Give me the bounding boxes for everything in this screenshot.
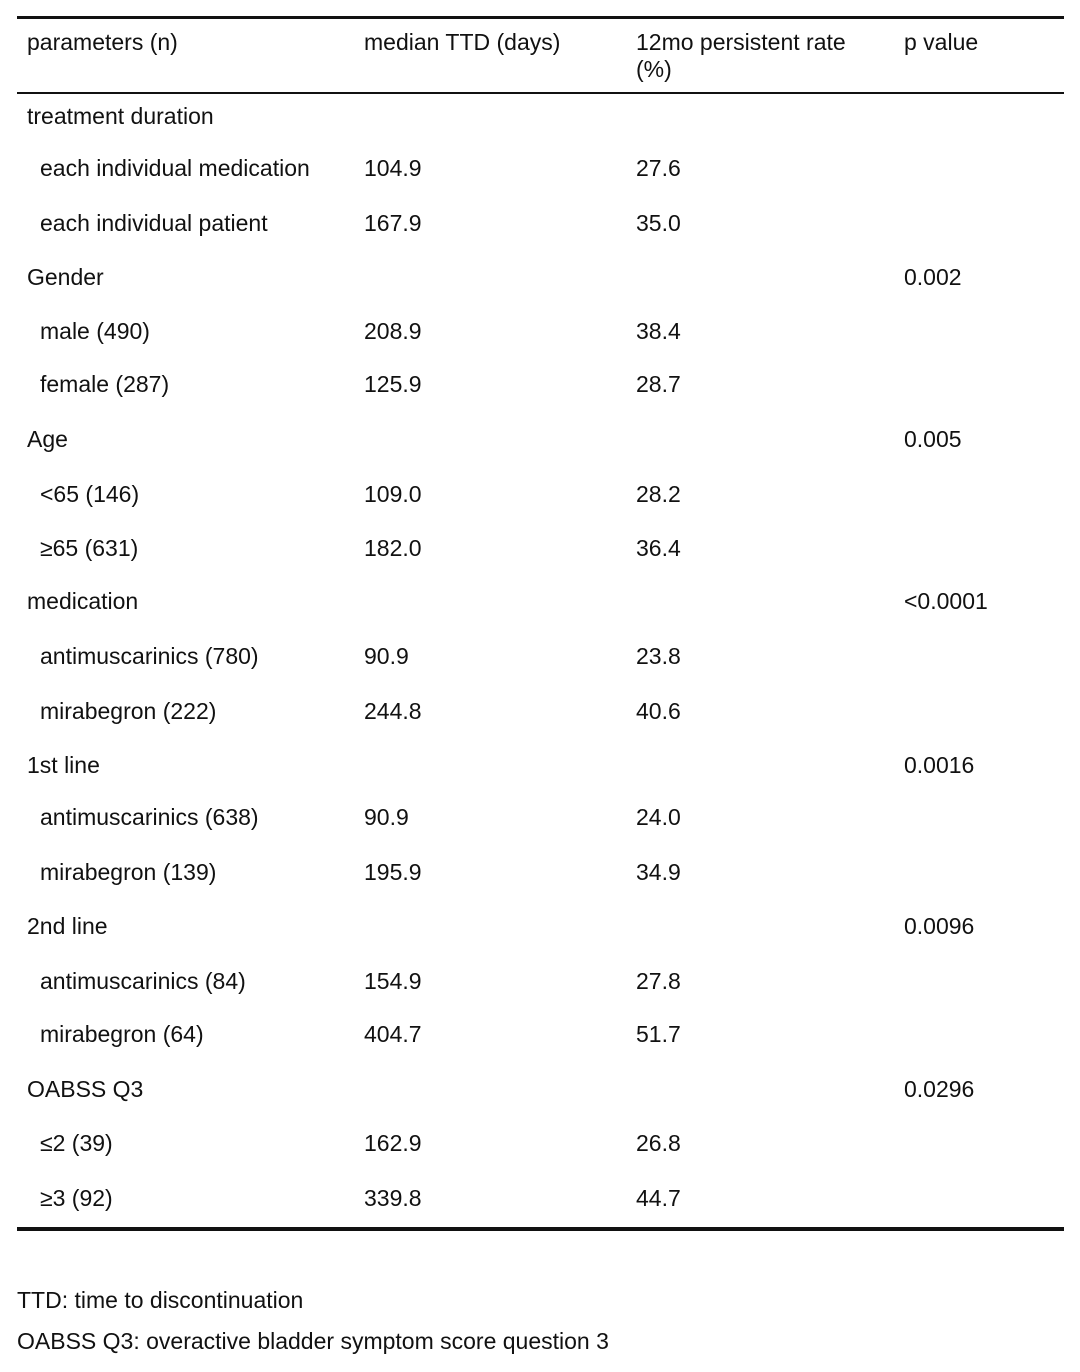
- row-label: medication: [27, 588, 139, 614]
- row-label: antimuscarinics (84): [40, 968, 246, 994]
- row-persistent-rate: 24.0: [636, 804, 681, 830]
- row-label: treatment duration: [27, 103, 214, 129]
- row-median-ttd: 195.9: [364, 859, 422, 885]
- row-label: antimuscarinics (638): [40, 804, 259, 830]
- row-persistent-rate: 51.7: [636, 1021, 681, 1047]
- row-p-value: <0.0001: [904, 588, 988, 614]
- column-header-p-value: p value: [904, 29, 979, 55]
- column-header-persistent-rate: 12mo persistent rate (%): [636, 29, 846, 82]
- row-label: antimuscarinics (780): [40, 643, 259, 669]
- row-label: OABSS Q3: [27, 1076, 144, 1102]
- row-median-ttd: 244.8: [364, 698, 422, 724]
- row-p-value: 0.0096: [904, 913, 975, 939]
- row-label: each individual medication: [40, 155, 310, 181]
- row-label: Age: [27, 426, 68, 452]
- row-p-value: 0.002: [904, 264, 962, 290]
- row-persistent-rate: 23.8: [636, 643, 681, 669]
- row-label: <65 (146): [40, 481, 140, 507]
- row-persistent-rate: 38.4: [636, 318, 681, 344]
- row-median-ttd: 339.8: [364, 1185, 422, 1211]
- column-header-median-ttd: median TTD (days): [364, 29, 561, 55]
- row-median-ttd: 125.9: [364, 371, 422, 397]
- row-persistent-rate: 27.6: [636, 155, 681, 181]
- row-median-ttd: 162.9: [364, 1130, 422, 1156]
- footnote-oabss: OABSS Q3: overactive bladder symptom score question 3: [17, 1328, 609, 1354]
- row-p-value: 0.005: [904, 426, 962, 452]
- row-persistent-rate: 35.0: [636, 210, 681, 236]
- row-label: 1st line: [27, 752, 100, 778]
- row-median-ttd: 167.9: [364, 210, 422, 236]
- row-persistent-rate: 34.9: [636, 859, 681, 885]
- row-label: 2nd line: [27, 913, 108, 939]
- row-median-ttd: 109.0: [364, 481, 422, 507]
- row-label: each individual patient: [40, 210, 268, 236]
- row-median-ttd: 182.0: [364, 535, 422, 561]
- table-header-rule: [17, 92, 1064, 94]
- row-label: female (287): [40, 371, 170, 397]
- row-p-value: 0.0016: [904, 752, 975, 778]
- row-persistent-rate: 28.2: [636, 481, 681, 507]
- row-median-ttd: 404.7: [364, 1021, 422, 1047]
- row-median-ttd: 90.9: [364, 804, 409, 830]
- row-persistent-rate: 44.7: [636, 1185, 681, 1211]
- row-persistent-rate: 28.7: [636, 371, 681, 397]
- row-label: ≤2 (39): [40, 1130, 113, 1156]
- column-header-parameters: parameters (n): [27, 29, 178, 55]
- row-persistent-rate: 27.8: [636, 968, 681, 994]
- row-persistent-rate: 40.6: [636, 698, 681, 724]
- row-p-value: 0.0296: [904, 1076, 975, 1102]
- row-median-ttd: 104.9: [364, 155, 422, 181]
- footnote-ttd: TTD: time to discontinuation: [17, 1287, 304, 1313]
- row-label: ≥65 (631): [40, 535, 139, 561]
- row-median-ttd: 154.9: [364, 968, 422, 994]
- row-label: mirabegron (64): [40, 1021, 204, 1047]
- row-median-ttd: 208.9: [364, 318, 422, 344]
- row-label: mirabegron (139): [40, 859, 217, 885]
- row-median-ttd: 90.9: [364, 643, 409, 669]
- row-label: male (490): [40, 318, 150, 344]
- row-persistent-rate: 26.8: [636, 1130, 681, 1156]
- table-top-rule: [17, 16, 1064, 19]
- row-label: ≥3 (92): [40, 1185, 113, 1211]
- row-label: Gender: [27, 264, 104, 290]
- row-label: mirabegron (222): [40, 698, 217, 724]
- row-persistent-rate: 36.4: [636, 535, 681, 561]
- table-bottom-rule: [17, 1227, 1064, 1231]
